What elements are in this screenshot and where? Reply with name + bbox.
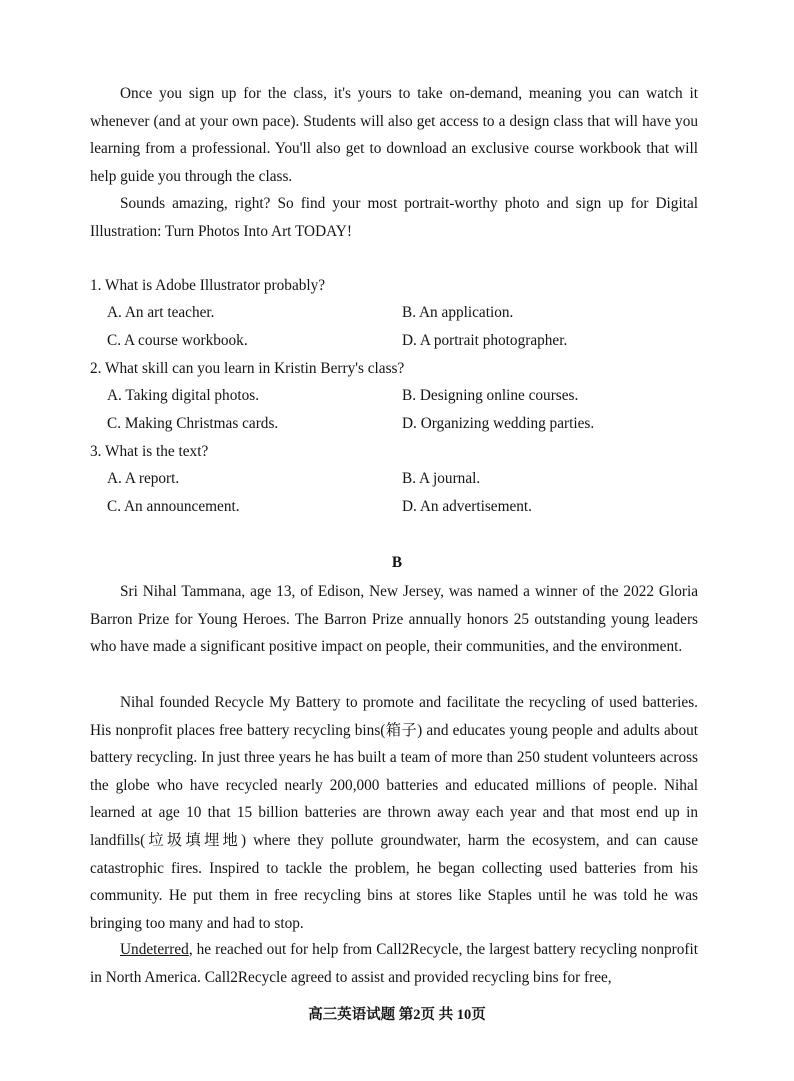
page-footer: 高三英语试题 第2页 共 10页 bbox=[308, 1007, 486, 1023]
question-2-option-c: C. Making Christmas cards. bbox=[107, 415, 279, 432]
question-3-option-d: D. An advertisement. bbox=[402, 498, 532, 515]
passage-b-paragraph-3 bbox=[90, 936, 698, 991]
passage-b-paragraph-2 bbox=[90, 689, 698, 937]
passage-a-paragraph-1 bbox=[90, 80, 698, 190]
passage-a-paragraph-1-text: Once you sign up for the class, it's yours to take on-demand, meaning you can watch it whenever (and at your own pace). Students will also get access to a design class that will have you learning from a professional. You'll also get to download an exclusive course workbook that will help guide you through the class. bbox=[90, 85, 698, 185]
question-1-option-b: B. An application. bbox=[402, 304, 514, 321]
passage-a-paragraph-2-text: Sounds amazing, right? So find your most portrait-worthy photo and sign up for Digital Illustration: Turn Photos Into Art TODAY! bbox=[90, 195, 698, 240]
question-1-option-a: A. An art teacher. bbox=[107, 304, 215, 321]
question-2-option-a: A. Taking digital photos. bbox=[107, 387, 260, 404]
question-3-option-a: A. A report. bbox=[107, 470, 180, 487]
passage-b-paragraph-1 bbox=[90, 578, 698, 661]
question-2-option-d: D. Organizing wedding parties. bbox=[402, 415, 595, 432]
underlined-word-undeterred: Undeterred bbox=[120, 941, 189, 958]
passage-b-paragraph-1-text: Sri Nihal Tammana, age 13, of Edison, New Jersey, was named a winner of the 2022 Gloria Barron Prize for Young Heroes. The Barron Prize annually honors 25 outstanding young leaders who have made a significant positive impact on people, their communities, and the environment. bbox=[90, 583, 698, 656]
passage-b-paragraph-3-text: , he reached out for help from Call2Recycle, the largest battery recycling nonprofit in North America. Call2Recycle agreed to assist and provided recycling bins for free, bbox=[90, 941, 698, 986]
question-2-stem: 2. What skill can you learn in Kristin Berry's class? bbox=[90, 360, 405, 377]
question-1-option-d: D. A portrait photographer. bbox=[402, 332, 568, 349]
section-b-heading: B bbox=[391, 554, 403, 571]
question-3-option-b: B. A journal. bbox=[402, 470, 481, 487]
passage-a-paragraph-2 bbox=[90, 190, 698, 245]
question-1-stem: 1. What is Adobe Illustrator probably? bbox=[90, 277, 326, 294]
question-1-option-c: C. A course workbook. bbox=[107, 332, 248, 349]
question-3-option-c: C. An announcement. bbox=[107, 498, 240, 515]
question-2-option-b: B. Designing online courses. bbox=[402, 387, 579, 404]
passage-b-paragraph-2-text: Nihal founded Recycle My Battery to promote and facilitate the recycling of used batteries. His nonprofit places free battery recycling bins(箱子) and educates young people and adults about battery recycling. In just three years he has built a team of more than 250 student volunteers across the globe who have recycled nearly 200,000 batteries and educated millions of people. Nihal learned at age 10 that 15 billion batteries are thrown away each year and that most end up in landfills(垃圾填埋地) where they pollute groundwater, harm the ecosystem, and can cause catastrophic fires. Inspired to tackle the problem, he began collecting used batteries from his community. He put them in free recycling bins at stores like Staples until he was told he was bringing too many and had to stop. bbox=[90, 694, 698, 932]
question-3-stem: 3. What is the text? bbox=[90, 443, 209, 460]
